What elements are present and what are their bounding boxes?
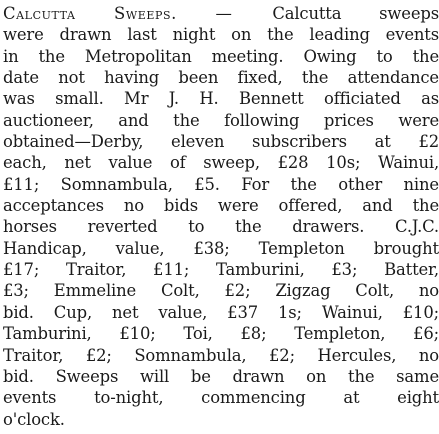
text-line-3: in the Metropolitan meeting. Owing to the <box>3 46 439 66</box>
text-line-15: bid. Cup, net value, £37 1s; Wainui, £10; <box>3 302 439 322</box>
text-line-6: auctioneer, and the following prices were <box>3 110 439 130</box>
text-line-1 <box>3 3 439 24</box>
text-line-20: o'clock. <box>3 409 65 429</box>
text-line-4: date not having been fixed, the attendance <box>3 68 439 88</box>
text-line-13: £17; Traitor, £11; Tamburini, £3; Batter, <box>3 260 439 280</box>
text-line-12: Handicap, value, £38; Templeton brought <box>3 238 439 258</box>
text-line-17: Traitor, £2; Somnambula, £2; Hercules, no <box>3 345 439 365</box>
text-line-2: were drawn last night on the leading events <box>3 25 439 45</box>
text-line-5: was small. Mr J. H. Bennett officiated as <box>3 89 439 109</box>
headline: Calcutta Sweeps. — <box>3 4 233 23</box>
text-line-8: each, net value of sweep, £28 10s; Wainui, <box>3 153 439 173</box>
newspaper-clipping <box>3 3 439 430</box>
text-line-16: Tamburini, £10; Toi, £8; Templeton, £6; <box>3 324 439 344</box>
text-line-1-body: Calcutta sweeps <box>272 4 439 23</box>
text-line-18: bid. Sweeps will be drawn on the same <box>3 366 439 386</box>
text-line-11: horses reverted to the drawers. C.J.C. <box>3 217 439 237</box>
text-line-9: £11; Somnambula, £5. For the other nine <box>3 174 439 194</box>
text-line-14: £3; Emmeline Colt, £2; Zigzag Colt, no <box>3 281 439 301</box>
text-line-10: acceptances no bids were offered, and the <box>3 196 439 216</box>
text-line-7: obtained—Derby, eleven subscribers at £2 <box>3 132 439 152</box>
text-line-19: events to-night, commencing at eight <box>3 388 439 408</box>
